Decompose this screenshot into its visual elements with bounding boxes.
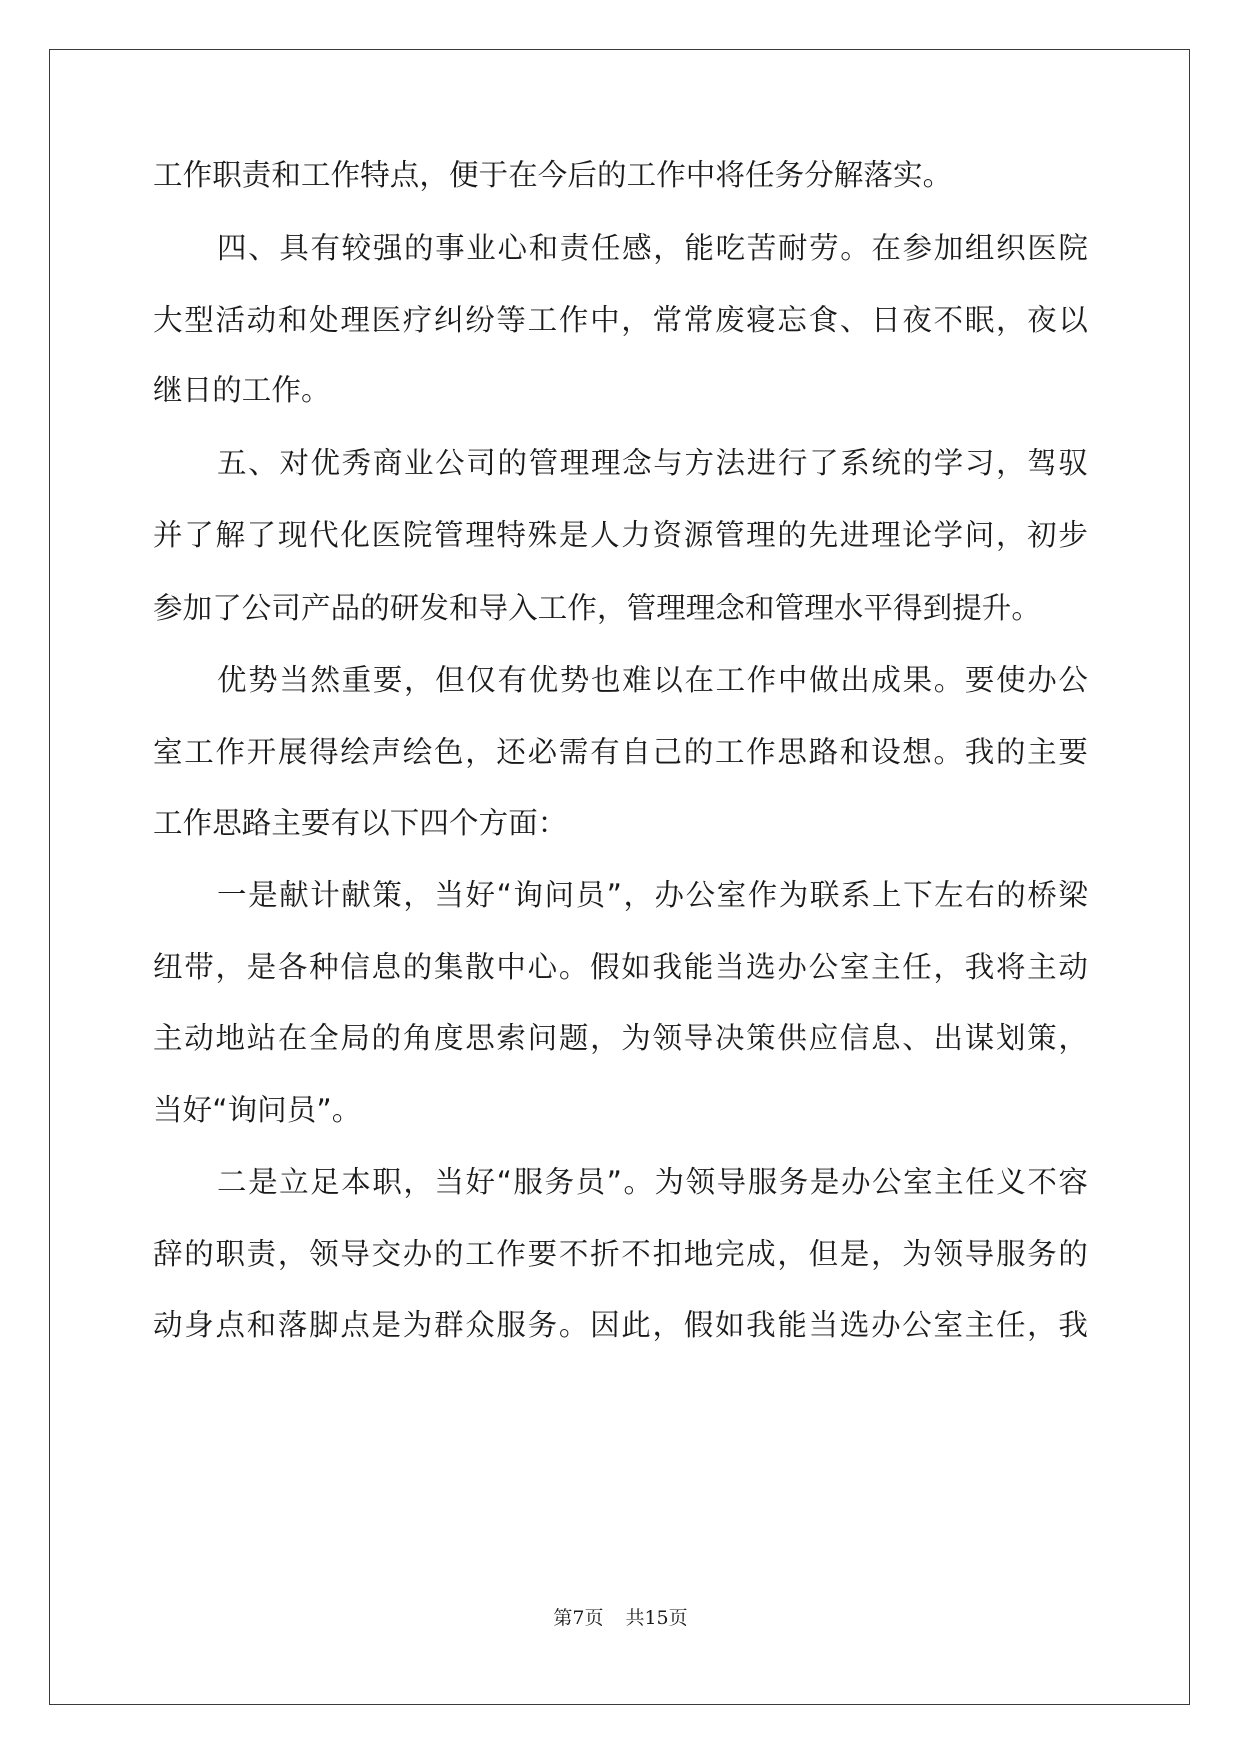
total-suffix: 页 xyxy=(668,1607,688,1629)
total-prefix: 共 xyxy=(625,1607,645,1629)
page-footer xyxy=(0,1606,1241,1630)
paragraph-4-line-3: 继日的工作。 xyxy=(153,373,331,407)
paragraph-6-line-1: 优势当然重要，但仅有优势也难以在工作中做出成果。要使办公 xyxy=(217,663,1088,697)
paragraph-5-line-1: 五、对优秀商业公司的管理理念与方法进行了系统的学习，驾驭 xyxy=(217,446,1088,480)
paragraph-7-line-3: 主动地站在全局的角度思索问题，为领导决策供应信息、出谋划策， xyxy=(153,1021,1088,1055)
total-pages: 15 xyxy=(644,1607,669,1629)
paragraph-7-line-4: 当好“询问员”。 xyxy=(153,1093,362,1127)
paragraph-4-line-2: 大型活动和处理医疗纠纷等工作中，常常废寝忘食、日夜不眠，夜以 xyxy=(153,303,1088,337)
page-suffix: 页 xyxy=(584,1607,604,1629)
paragraph-6-line-3: 工作思路主要有以下四个方面： xyxy=(153,806,568,840)
paragraph-8-line-1: 二是立足本职，当好“服务员”。为领导服务是办公室主任义不容 xyxy=(217,1165,1088,1199)
paragraph-5-line-2: 并了解了现代化医院管理特殊是人力资源管理的先进理论学问，初步 xyxy=(153,518,1088,552)
paragraph-7-line-1: 一是献计献策，当好“询问员”，办公室作为联系上下左右的桥梁 xyxy=(217,878,1088,912)
paragraph-5-line-3: 参加了公司产品的研发和导入工作，管理理念和管理水平得到提升。 xyxy=(153,591,1042,625)
page-prefix: 第 xyxy=(553,1607,573,1629)
paragraph-8-line-2: 辞的职责，领导交办的工作要不折不扣地完成，但是，为领导服务的 xyxy=(153,1237,1088,1271)
paragraph-7-line-2: 纽带，是各种信息的集散中心。假如我能当选办公室主任，我将主动 xyxy=(153,950,1088,984)
paragraph-4-line-1: 四、具有较强的事业心和责任感，能吃苦耐劳。在参加组织医院 xyxy=(217,231,1088,265)
paragraph-8-line-3: 动身点和落脚点是为群众服务。因此，假如我能当选办公室主任，我 xyxy=(153,1308,1088,1342)
page-number: 7 xyxy=(572,1607,585,1629)
paragraph-6-line-2: 室工作开展得绘声绘色，还必需有自己的工作思路和设想。我的主要 xyxy=(153,735,1088,769)
text-line-1: 工作职责和工作特点，便于在今后的工作中将任务分解落实。 xyxy=(153,158,953,192)
